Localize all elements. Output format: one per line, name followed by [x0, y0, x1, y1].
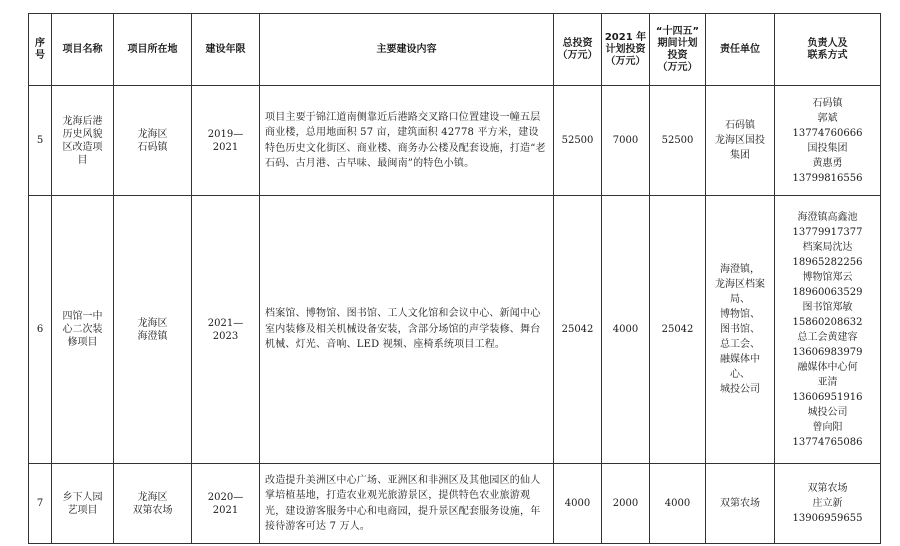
cell-content: 档案馆、博物馆、图书馆、工人文化馆和会议中心、新闻中心室内装修及相关机械设备安装，含部分场馆的声学装修、舞台机械、灯光、音响、LED 视频、座椅系统项目工程。 — [260, 196, 554, 464]
header-plan-2021: 2021 年 计划投资 （万元） — [602, 14, 650, 86]
project-table — [28, 13, 881, 544]
cell-plan-145: 25042 — [650, 196, 706, 464]
header-location: 项目所在地 — [114, 14, 192, 86]
cell-location: 龙海区 石码镇 — [114, 86, 192, 196]
header-contact: 负责人及 联系方式 — [775, 14, 881, 86]
cell-unit: 海澄镇， 龙海区档案 局、 博物馆、 图书馆、 总工会、 融媒体中 心、 城投公司 — [706, 196, 775, 464]
table-row — [29, 86, 881, 196]
cell-plan-145: 4000 — [650, 464, 706, 544]
header-name: 项目名称 — [52, 14, 114, 86]
cell-unit: 双第农场 — [706, 464, 775, 544]
table-row — [29, 196, 881, 464]
header-period: 建设年限 — [192, 14, 260, 86]
cell-period: 2020— 2021 — [192, 464, 260, 544]
cell-contact: 双第农场 庄立新 13906959655 — [775, 464, 881, 544]
cell-plan-2021: 7000 — [602, 86, 650, 196]
cell-total: 52500 — [554, 86, 602, 196]
cell-plan-145: 52500 — [650, 86, 706, 196]
cell-seq: 5 — [29, 86, 52, 196]
header-plan-145: “十四五” 期间计划 投资 （万元） — [650, 14, 706, 86]
header-content: 主要建设内容 — [260, 14, 554, 86]
cell-plan-2021: 2000 — [602, 464, 650, 544]
cell-contact: 海澄镇高鑫池 13779917377 档案局沈达 18965282256 博物馆郑云 18960063529 图书馆郑敏 15860208632 总工会黄建容 13606983979 融媒体中心何 亚清 13606951916 城投公司 曾向阳 13774765086 — [775, 196, 881, 464]
cell-period: 2021— 2023 — [192, 196, 260, 464]
header-unit: 责任单位 — [706, 14, 775, 86]
header-total-investment: 总投资 （万元） — [554, 14, 602, 86]
cell-contact: 石码镇 郭斌 13774760666 国投集团 黄惠勇 13799816556 — [775, 86, 881, 196]
cell-content: 项目主要于锦江道南侧靠近后港路交叉路口位置建设一幢五层商业楼，总用地面积 57 亩，建筑面积 42778 平方米，建设特色历史文化街区、商业楼、商务办公楼及配套设施，打造“老石码、古月港、古早味、最闽南”的特色小镇。 — [260, 86, 554, 196]
cell-content: 改造提升美洲区中心广场、亚洲区和非洲区及其他园区的仙人掌培植基地，打造农业观光旅游景区，提供特色农业旅游观光，建设游客服务中心和电商园，提升景区配套服务设施，年接待游客可达 7 万人。 — [260, 464, 554, 544]
cell-location: 龙海区 双第农场 — [114, 464, 192, 544]
header-row — [29, 14, 881, 86]
cell-total: 4000 — [554, 464, 602, 544]
cell-period: 2019— 2021 — [192, 86, 260, 196]
cell-total: 25042 — [554, 196, 602, 464]
cell-seq: 7 — [29, 464, 52, 544]
cell-name: 龙海后港 历史风貌 区改造项 目 — [52, 86, 114, 196]
table-row — [29, 464, 881, 544]
cell-seq: 6 — [29, 196, 52, 464]
cell-name: 四馆一中 心二次装 修项目 — [52, 196, 114, 464]
cell-unit: 石码镇 龙海区国投 集团 — [706, 86, 775, 196]
cell-name: 乡下人园 艺项目 — [52, 464, 114, 544]
header-seq: 序 号 — [29, 14, 52, 86]
cell-plan-2021: 4000 — [602, 196, 650, 464]
cell-location: 龙海区 海澄镇 — [114, 196, 192, 464]
